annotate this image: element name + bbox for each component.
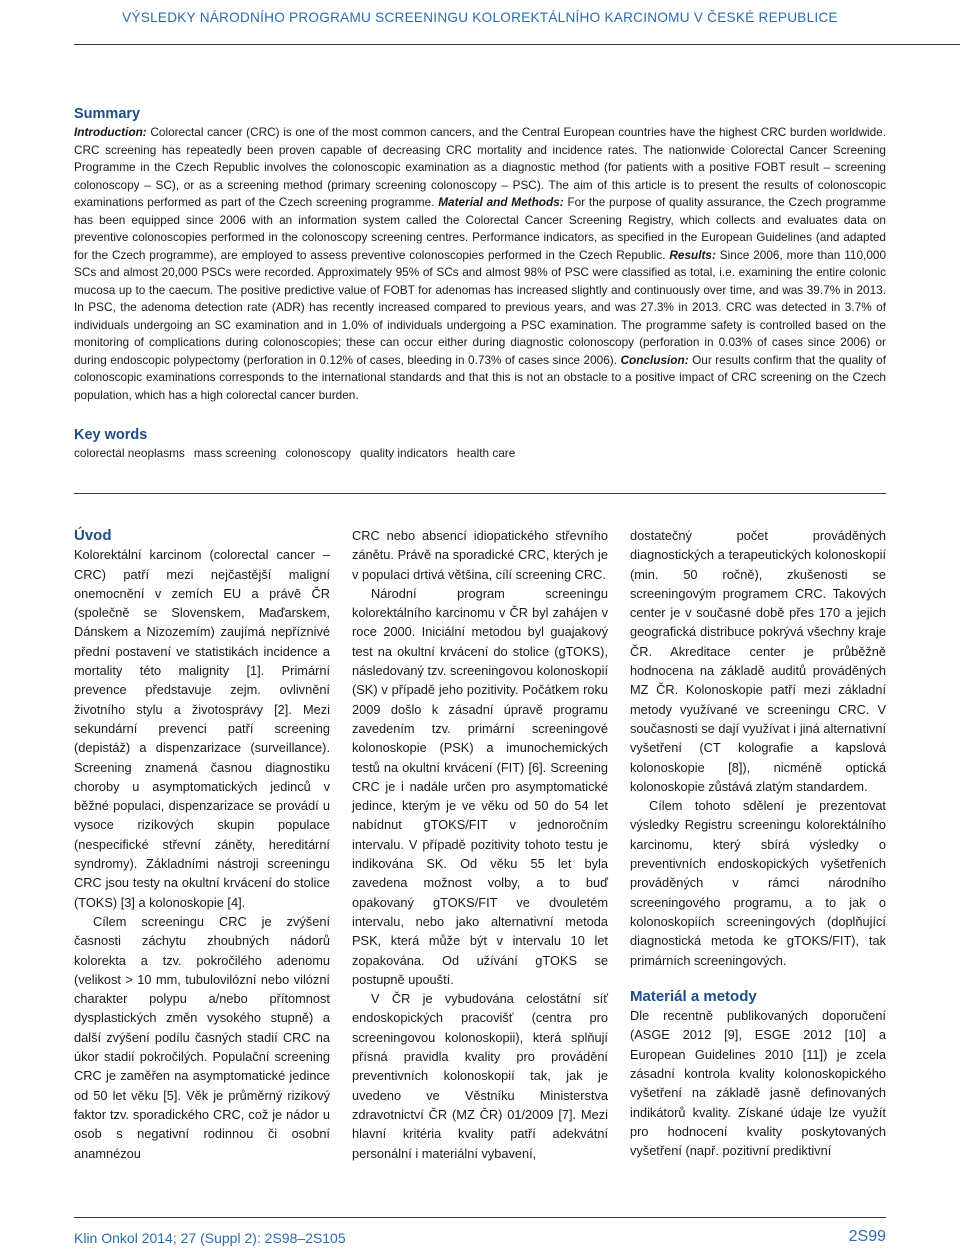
keyword: health care (456, 446, 516, 460)
introduction-text: Colorectal cancer (CRC) is one of the most common cancers, and the Central European countries have the highest CRC burden worldwide. CRC screening has repeatedly been proven capable of decreasing CRC mortality and incidence rates. The nationwide Colorectal Cancer Screening Programme in the Czech Republic involves the colonoscopic examination as a diagnostic method (for patients with a positive FOBT result – screening colonoscopy – SC), or as a screening method (primary screening colonoscopy – PSC). The aim of this article is to present the results of colonoscopic examinations performed as part of the Czech screening programme. (74, 125, 886, 209)
paragraph: Cílem screeningu CRC je zvýšení časnosti záchytu zhoubných nádorů kolorekta a tzv. pokročilého adenomu (velikost > 10 mm, tubulovilózní nebo vilózní charakter polypu a/nebo přítomnost dysplastických změn vysokého stupně) a další zvýšení podílu časných stadií CRC na úkor stadií pokročilých. Populační screening CRC je zaměřen na asymptomatické jedince od 50 let věku [5]. Věk je průměrný rizikový faktor tzv. sporadického CRC, což je nádor u osob s negativní rodinnou či osobní anamnézou (74, 913, 330, 1161)
paragraph: Cílem tohoto sdělení je prezentovat výsledky Registru screeningu kolorektálního karcinomu, který sbírá výsledky o preventivních endoskopických vyšetřeních prováděných v rámci národního screeningového programu, a to jak o kolonoskopiích screeningových (doplňující diagnostická metoda ke gTOKS/FIT), tak primárních screeningových. (630, 798, 886, 968)
paragraph: Národní program screeningu kolorektálního karcinomu v ČR byl zahájen v roce 2000. Iniciální metodou byl guajakový test na okultní krvácení do stolice (gTOKS), následovaný tzv. screeningovou kolonoskopií (SK) v případě jeho pozitivity. Počátkem roku 2009 došlo k zásadní úpravě programu zavedením tzv. primární screeningové kolonoskopie (PSK) a imunochemických testů na okultní krvácení (FIT) [6]. Screening CRC je i nadále určen pro asymptomatické jedince, kterým je ve věku od 50 do 54 let nabídnut gTOKS/FIT v jednoročním intervalu. V případě pozitivity tohoto testu je indikována SK. Od věku 55 let byla zavedena možnost volby, a to buď opakovaný gTOKS/FIT ve dvouletém intervalu, nebo jako alternativní metoda PSK, která může být v intervalu 10 let zopakována. Od užívání gTOKS se postupně upouští. (352, 585, 608, 987)
paragraph: Kolorektální karcinom (colorectal cancer – CRC) patří mezi nejčastější maligní onemocnění v zemích EU a právě ČR (společně se Slovenskem, Maďarskem, Dánskem a Nizozemím) zaujímá nepříznivé přední postavení ve statistikách incidence a mortality této malignity [1]. Primární prevence představuje zejm. ovlivnění životního stylu a životosprávy [2]. Mezi sekundární prevenci patří screening (depistáž) a dispenzarizace (surveillance). Screening znamená časnou diagnostiku choroby u asymptomatických jedinců v běžné populaci, dispenzarizace se provádí u vysoce rizikových skupin populace (nespecifické střevní záněty, hereditární syndromy). Základními nástroji screeningu CRC jsou testy na okultní krvácení do stolice (TOKS) [3] a kolonoskopie [4]. (74, 547, 330, 910)
body-column-1 (74, 526, 330, 1163)
section-divider (74, 493, 886, 494)
methods-heading: Materiál a metody (630, 987, 757, 1005)
introduction-label: Introduction: (74, 125, 147, 139)
keywords-heading: Key words (74, 427, 148, 443)
conclusion-label: Conclusion: (617, 352, 689, 367)
page-number: 2S99 (848, 1228, 886, 1245)
introduction-heading: Úvod (74, 527, 112, 544)
paragraph: V ČR je vybudována celostátní síť endoskopických pracovišť (centra pro screeningovou kolonoskopii), která splňují přísná pravidla kvality pro provádění preventivních kolonoskopií tak, jak je uvedeno ve Věstníku Ministerstva zdravotnictví ČR (MZ ČR) 01/2009 [7]. Mezi hlavní kritéria kvality patří adekvátní personální i materiální vybavení, (352, 991, 608, 1161)
summary-abstract (74, 124, 886, 404)
keyword: colorectal neoplasms (74, 446, 185, 460)
keyword: colonoscopy (285, 446, 352, 460)
body-column-3 (630, 526, 886, 1161)
keyword: mass screening (193, 446, 277, 460)
journal-citation: Klin Onkol 2014; 27 (Suppl 2): 2S98–2S105 (74, 1230, 346, 1246)
paragraph: Dle recentně publikovaných doporučení (ASGE 2012 [9], ESGE 2012 [10] a European Guidelines 2010 [11]) je zcela zásadní kontrola kvality kolonoskopického vyšetření na základě jasně definovaných indikátorů kvality. Získané údaje lze využít pro hodnocení kvality poskytovaných vyšetření (např. pozitivní prediktivní (630, 1008, 886, 1159)
summary-heading: Summary (74, 106, 141, 122)
methods-text: For the purpose of quality assurance, the Czech programme has been equipped since 2006 with an information system called the Colorectal Cancer Screening Registry, which collects and evaluates data on preventive colonoscopies performed in the colonoscopy screening centres. Performance indicators, as specified in the European Guidelines (and adapted for the Czech programme), are employed to assess preventive colonoscopies performed in the Czech Republic. (74, 195, 886, 262)
keyword: quality indicators (360, 446, 448, 460)
footer-divider (74, 1217, 886, 1218)
running-header: VÝSLEDKY NÁRODNÍHO PROGRAMU SCREENINGU KOLOREKTÁLNÍHO KARCINOMU V ČESKÉ REPUBLICE (122, 10, 838, 25)
paragraph: CRC nebo absencí idiopatického střevního zánětu. Právě na sporadické CRC, kterých je v populaci drtivá většina, cílí screening CRC. (352, 528, 608, 582)
body-column-2 (352, 526, 608, 1163)
methods-label: Material and Methods: (434, 195, 564, 209)
paragraph: dostatečný počet prováděných diagnostických a terapeutických kolonoskopií (min. 50 ročně), zkušenosti se screeningovým programem CRC. Takových center je v současné době přes 170 a jejich geografická distribuce pokrývá všechny kraje ČR. Akreditace center je průběžně hodnocena na základě auditů prováděných MZ ČR. Kolonoskopie patří mezi základní metody využívané ve screeningu CRC. V současnosti se dají využívat i jiná alternativní vyšetření (CT kolografie a kapslová kolonoskopie [8]), nicméně optická kolonoskopie zůstává zlatým standardem. (630, 528, 886, 794)
results-text: Since 2006, more than 110,000 SCs and almost 20,000 PSCs were recorded. Approximately 95% of SCs and almost 98% of PSC were classified as total, i.e. examining the entire colonic mucosa up to the caecum. The positive predictive value of FOBT for adenomas has increased slightly and continuously over time, and was 39.7% in 2013. In PSC, the adenoma detection rate (ADR) has recently increased compared to previous years, and was 27.3% in 2013. CRC was detected in 3.7% of individuals undergoing an SC examination and in 1.0% of individuals undergoing a PSC examination. The programme safety is controlled based on the monitoring of complications during colonoscopies; these can occur either during diagnostic colonoscopy (perforation in 0.03% of cases since 2006) or during endoscopic polypectomy (perforation in 0.12% of cases, bleeding in 0.73% of cases since 2006). (74, 247, 886, 367)
keywords-list (74, 445, 515, 462)
conclusion-text: Our results confirm that the quality of colonoscopic examinations corresponds to the international standards and that this is not an obstacle to a positive impact of CRC screening on the Czech population, which has a high colorectal cancer burden. (74, 352, 887, 402)
header-divider (74, 44, 960, 45)
results-label: Results: (665, 247, 716, 262)
